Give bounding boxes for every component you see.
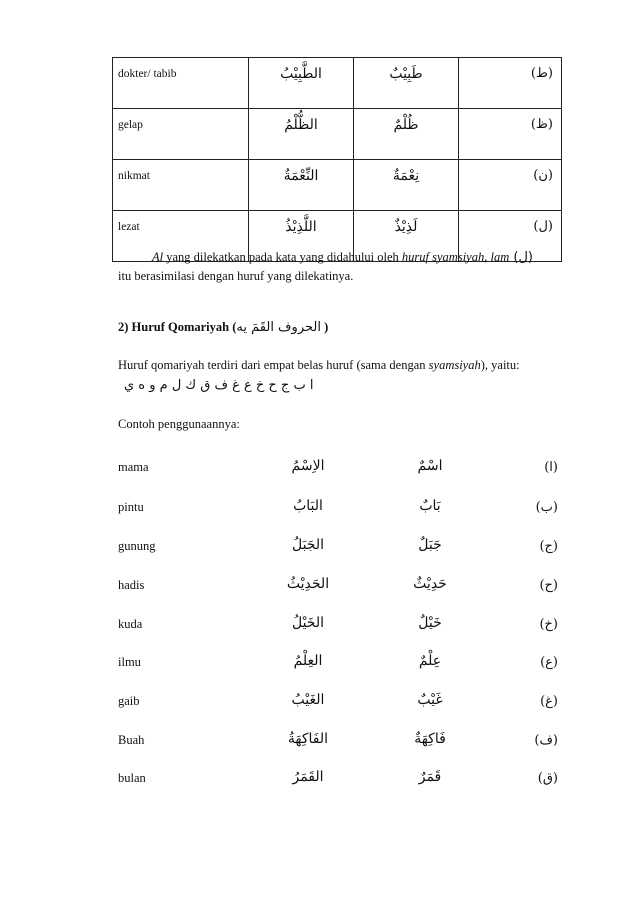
paragraph-text: ), yaitu: xyxy=(480,358,520,372)
example-definite: العِلْمُ xyxy=(293,653,323,669)
definite-cell: الطَّبِيْبُ xyxy=(249,58,354,109)
examples-label: Contoh penggunaannya: xyxy=(118,417,240,431)
example-definite: الجَبَلُ xyxy=(291,537,325,553)
indefinite-cell: ظُلْمٌ xyxy=(354,109,459,160)
example-definite: الغَيْبُ xyxy=(291,692,325,708)
letter-cell: (ل) xyxy=(459,211,562,262)
example-definite: البَابُ xyxy=(293,498,323,514)
lam-term: lam xyxy=(490,250,510,264)
example-row xyxy=(118,539,558,569)
example-letter: (ع) xyxy=(540,655,558,670)
example-indefinite: خَيْلٌ xyxy=(418,615,442,631)
example-definite: الحَدِيْثُ xyxy=(286,576,330,592)
example-row xyxy=(118,500,558,530)
letter-cell: (ظ) xyxy=(459,109,562,160)
example-meaning: gaib xyxy=(118,694,140,708)
syamsiyah-term: syamsiyah xyxy=(428,358,481,372)
example-indefinite: غَيْبٌ xyxy=(417,692,443,708)
example-meaning: gunung xyxy=(118,539,156,553)
example-definite: القَمَرُ xyxy=(292,769,324,785)
example-letter: (خ) xyxy=(539,617,558,632)
example-indefinite: بَابٌ xyxy=(419,498,441,514)
example-row xyxy=(118,617,558,647)
paragraph-text: yang dilekatkan pada kata yang didahului oleh xyxy=(163,250,402,264)
example-letter: (ف) xyxy=(534,733,558,748)
meaning-cell: nikmat xyxy=(113,160,249,211)
paragraph-assimilation xyxy=(118,248,562,267)
example-indefinite: جَبَلٌ xyxy=(418,537,442,553)
syamsiyah-term: huruf syamsiyah xyxy=(401,250,485,264)
example-definite: الفَاكِهَةُ xyxy=(287,731,329,747)
example-indefinite: عِلْمٌ xyxy=(418,653,442,669)
letter-cell: (ط) xyxy=(459,58,562,109)
example-meaning: bulan xyxy=(118,771,146,785)
example-definite: الخَيْلُ xyxy=(291,615,325,631)
paragraph-qomariyah xyxy=(118,356,568,375)
heading-label: 2) Huruf Qomariyah ( xyxy=(118,320,237,334)
example-letter: (غ) xyxy=(540,694,558,709)
paragraph-text: Huruf qomariyah terdiri dari empat belas huruf (sama dengan xyxy=(118,358,429,372)
example-meaning: mama xyxy=(118,460,149,474)
example-meaning: Buah xyxy=(118,733,145,747)
meaning-cell: lezat xyxy=(113,211,249,262)
example-row xyxy=(118,578,558,608)
example-meaning: kuda xyxy=(118,617,143,631)
example-row xyxy=(118,771,558,801)
example-letter: (ق) xyxy=(537,771,558,786)
heading-close: ) xyxy=(320,320,329,334)
example-definite: الاِسْمُ xyxy=(291,458,325,474)
paragraph-text: , xyxy=(484,250,491,264)
meaning-cell: dokter/ tabib xyxy=(113,58,249,109)
table-row xyxy=(113,109,562,160)
table-row xyxy=(113,58,562,109)
syamsiyah-table xyxy=(112,57,562,262)
indefinite-cell: طَبِيْبٌ xyxy=(354,58,459,109)
paragraph-line-2: itu berasimilasi dengan huruf yang dilekatinya. xyxy=(118,269,354,283)
example-row xyxy=(118,655,558,685)
example-letter: (ج) xyxy=(539,539,558,554)
example-indefinite: فَاكِهَةٌ xyxy=(414,731,446,747)
example-letter: (ب) xyxy=(535,500,558,515)
table-row xyxy=(113,160,562,211)
heading-arabic: الحروف القَمَ يه xyxy=(236,320,321,335)
example-indefinite: قَمَرٌ xyxy=(418,769,442,785)
example-indefinite: اسْمٌ xyxy=(417,458,443,474)
example-row xyxy=(118,460,558,490)
definite-cell: النِّعْمَةُ xyxy=(249,160,354,211)
qomariyah-letters: ا ب ج ح خ ع غ ف ق ك ل م و ه ي xyxy=(124,378,314,393)
example-letter: (ا) xyxy=(544,460,558,475)
definite-cell: اللَّذِيْذُ xyxy=(249,211,354,262)
example-meaning: pintu xyxy=(118,500,144,514)
example-meaning: hadis xyxy=(118,578,145,592)
al-term: Al xyxy=(152,250,164,264)
example-indefinite: حَدِيْثٌ xyxy=(413,576,447,592)
lam-arabic: (ل) xyxy=(509,250,533,265)
letter-cell: (ن) xyxy=(459,160,562,211)
definite-cell: الظُّلْمُ xyxy=(249,109,354,160)
example-row xyxy=(118,694,558,724)
example-letter: (ح) xyxy=(539,578,558,593)
section-heading xyxy=(118,318,328,337)
indefinite-cell: نِعْمَةٌ xyxy=(354,160,459,211)
meaning-cell: gelap xyxy=(113,109,249,160)
example-row xyxy=(118,733,558,763)
indefinite-cell: لَذِيْذٌ xyxy=(354,211,459,262)
example-meaning: ilmu xyxy=(118,655,141,669)
